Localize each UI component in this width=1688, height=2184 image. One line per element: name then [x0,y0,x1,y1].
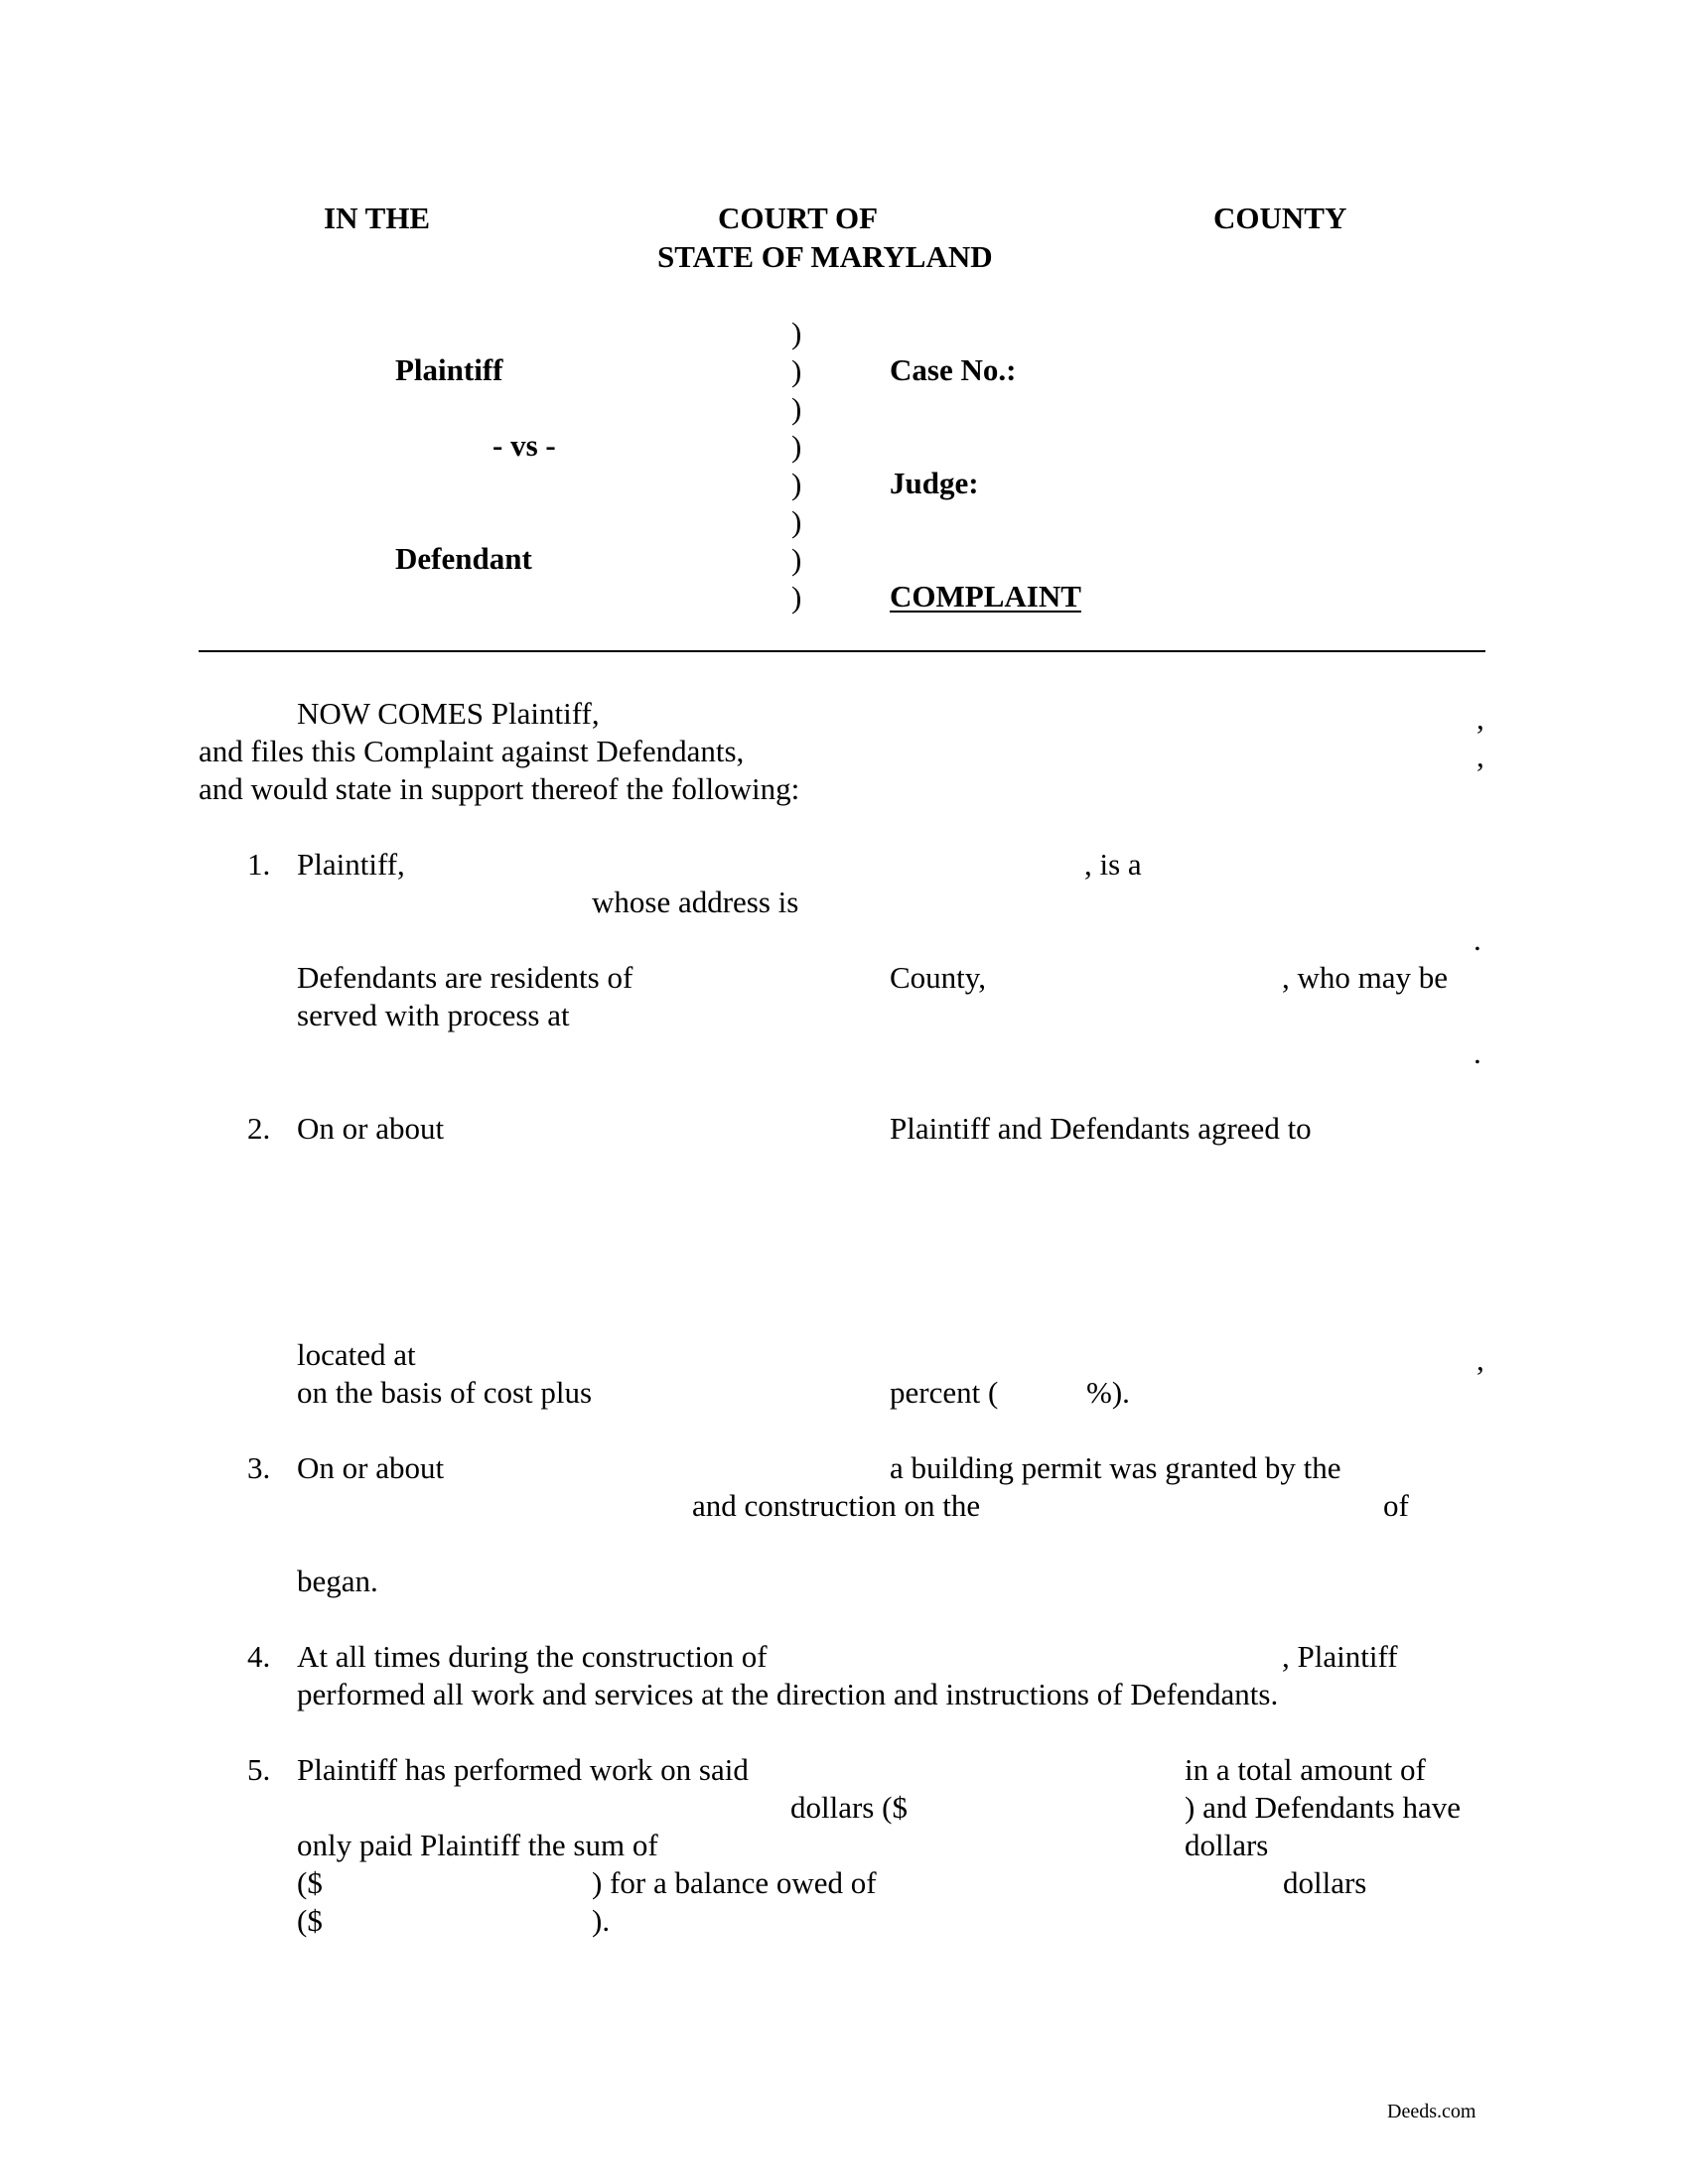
p5-close: ). [592,1903,611,1938]
caption-paren: ) [791,504,802,539]
vs-label: - vs - [492,428,556,463]
para-number: 5. [247,1752,271,1787]
para-number: 1. [247,847,271,882]
p3-construction: and construction on the [692,1488,981,1523]
caption-divider [199,650,1485,652]
p5-total: in a total amount of [1185,1752,1426,1787]
p5-balance: ) for a balance owed of [592,1865,877,1900]
p1-plaintiff: Plaintiff, [297,847,405,882]
para-number: 2. [247,1111,271,1146]
para-number: 4. [247,1639,271,1674]
p5-and-def-have: ) and Defendants have [1185,1790,1462,1825]
p1-period: . [1474,922,1481,957]
caption-paren: ) [791,542,802,577]
intro-line-1: NOW COMES Plaintiff, [297,696,600,731]
caption-paren: ) [791,429,802,464]
p1-who-may-be: , who may be [1282,960,1449,995]
defendant-label: Defendant [395,541,532,576]
intro-line-2: and files this Complaint against Defendants, [199,734,745,768]
case-no-label: Case No.: [890,352,1017,387]
caption-paren: ) [791,316,802,350]
p5-only-paid: only paid Plaintiff the sum of [297,1828,658,1862]
p4-line-2: performed all work and services at the direction and instructions of Defendants. [297,1677,1279,1711]
p5-dollars-2: dollars [1283,1865,1367,1900]
p2-on-or-about: On or about [297,1111,445,1146]
document-title: COMPLAINT [890,579,1081,614]
caption-paren: ) [791,580,802,614]
p3-began: began. [297,1564,378,1598]
p1-whose-address: whose address is [592,885,799,919]
p5-dollars-dollar: dollars ($ [790,1790,908,1825]
p2-located-at: located at [297,1337,416,1372]
p1-county: County, [890,960,987,995]
judge-label: Judge: [890,466,979,500]
court-in-the: IN THE [324,201,431,235]
p3-of: of [1383,1488,1409,1523]
p3-on-or-about: On or about [297,1450,445,1485]
caption-paren: ) [791,391,802,426]
p3-permit: a building permit was granted by the [890,1450,1341,1485]
p5-dollars: dollars [1185,1828,1269,1862]
caption-paren: ) [791,467,802,501]
p5-dollar-open: ($ [297,1865,323,1900]
intro-comma: , [1477,739,1484,773]
p1-is-a: , is a [1084,847,1142,882]
intro-comma: , [1477,701,1484,736]
p2-basis: on the basis of cost plus [297,1375,593,1410]
p4-line-1: At all times during the construction of [297,1639,768,1674]
p1-served: served with process at [297,998,570,1032]
para-number: 3. [247,1450,271,1485]
footer-brand: Deeds.com [1387,2101,1477,2122]
court-county: COUNTY [1213,201,1347,235]
plaintiff-label: Plaintiff [395,352,503,387]
p4-plaintiff: , Plaintiff [1282,1639,1398,1674]
p2-agreed: Plaintiff and Defendants agreed to [890,1111,1312,1146]
p5-dollar-open-2: ($ [297,1903,323,1938]
p1-def-residents: Defendants are residents of [297,960,633,995]
p2-percent: percent ( [890,1375,999,1410]
court-state: STATE OF MARYLAND [657,239,993,274]
court-of: COURT OF [718,201,879,235]
p2-comma: , [1477,1342,1484,1377]
intro-line-3: and would state in support thereof the following: [199,771,800,806]
p1-period: . [1474,1035,1481,1070]
p5-performed: Plaintiff has performed work on said [297,1752,749,1787]
p2-pct-close: %). [1086,1375,1130,1410]
caption-paren: ) [791,353,802,388]
